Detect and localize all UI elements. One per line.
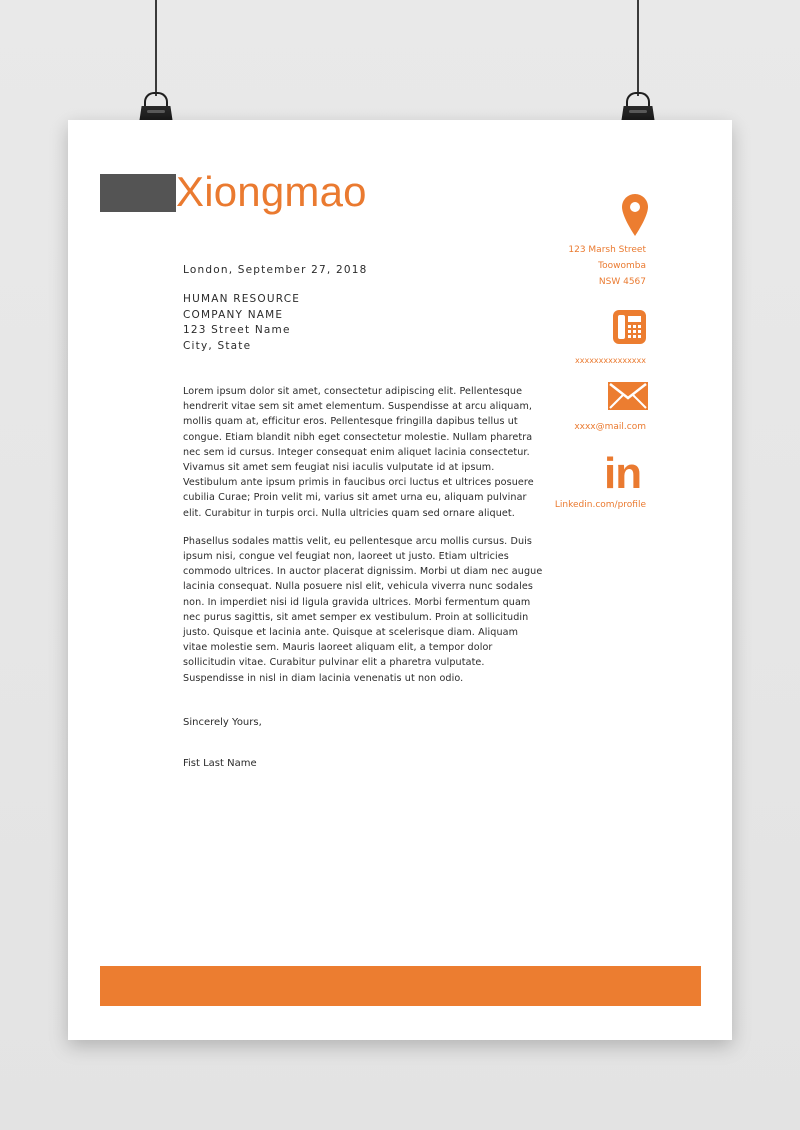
body-paragraph-2: Phasellus sodales mattis velit, eu pellentesque arcu mollis cursus. Duis ipsum nisi, congue vel feugiat non, laoreet ut justo. Etiam ultricies commodo ultrices. In auctor placerat dignissim. Morbi ut diam nec augue lacinia consequat. Nulla posuere nisl elit, vehicula viverra nunc sodales non. In imperdiet nisi id ligula gravida ultrices. Morbi fermentum quam nec purus sagittis, sit amet semper ex vestibulum. Proin at sollicitudin justo. Quisque et lacinia ante. Quisque at scelerisque diam. Aliquam vitae molestie sem. Mauris laoreet aliquam elit, a tempor dolor sollicitudin vitae. Curabitur pulvinar elit a pharetra vulputate. Suspendisse in nisl in diam lacinia venenatis ut non odio. bbox=[183, 535, 543, 684]
brand-name: Xiongmao bbox=[176, 168, 367, 215]
phone-icon bbox=[613, 310, 646, 344]
letter-date: London, September 27, 2018 bbox=[183, 264, 368, 276]
body-paragraph-1: Lorem ipsum dolor sit amet, consectetur adipiscing elit. Pellentesque hendrerit vitae sem sit amet elementum. Suspendisse at arcu aliquam, mollis quam at, efficitur eros. Pellentesque fringilla dapibus tellus ut congue. Etiam blandit nibh eget consectetur molestie. Nullam pharetra nec sem id cursus. Integer consequat enim aliquet lacinia consectetur. Vivamus sit amet sem feugiat nisi iaculis vulputate id at ipsum. Vestibulum ante ipsum primis in faucibus orci luctus et ultrices posuere cubilia Curae; Proin velit mi, varius sit amet urna eu, aliquam pulvinar elit. Curabitur in turpis orci. Nulla ultricies quam sed ornare aliquet. bbox=[183, 386, 534, 519]
address-block bbox=[568, 242, 646, 290]
recipient-block bbox=[183, 292, 543, 354]
letter-body bbox=[183, 264, 543, 769]
linkedin-url: Linkedin.com/profile bbox=[554, 500, 646, 510]
mail-icon bbox=[608, 382, 648, 410]
signature-name: Fist Last Name bbox=[183, 757, 257, 769]
address-line: Toowomba bbox=[598, 261, 646, 271]
email-address: xxxx@mail.com bbox=[574, 422, 646, 432]
closing: Sincerely Yours, bbox=[183, 716, 262, 728]
hanging-wire-right bbox=[637, 0, 639, 96]
recipient-line: City, State bbox=[183, 339, 252, 352]
footer-accent-bar bbox=[100, 966, 701, 1006]
address-line: NSW 4567 bbox=[598, 277, 646, 287]
location-pin-icon bbox=[622, 194, 648, 236]
hanging-wire-left bbox=[155, 0, 157, 96]
phone-number: xxxxxxxxxxxxxxx bbox=[574, 356, 646, 365]
recipient-line: 123 Street Name bbox=[183, 324, 291, 336]
address-line: 123 Marsh Street bbox=[568, 245, 646, 255]
logo-block bbox=[100, 174, 176, 212]
letterhead-page bbox=[68, 120, 732, 1040]
recipient-line: HUMAN RESOURCE bbox=[183, 293, 301, 305]
linkedin-icon: in bbox=[604, 449, 642, 498]
recipient-line: COMPANY NAME bbox=[183, 308, 284, 321]
